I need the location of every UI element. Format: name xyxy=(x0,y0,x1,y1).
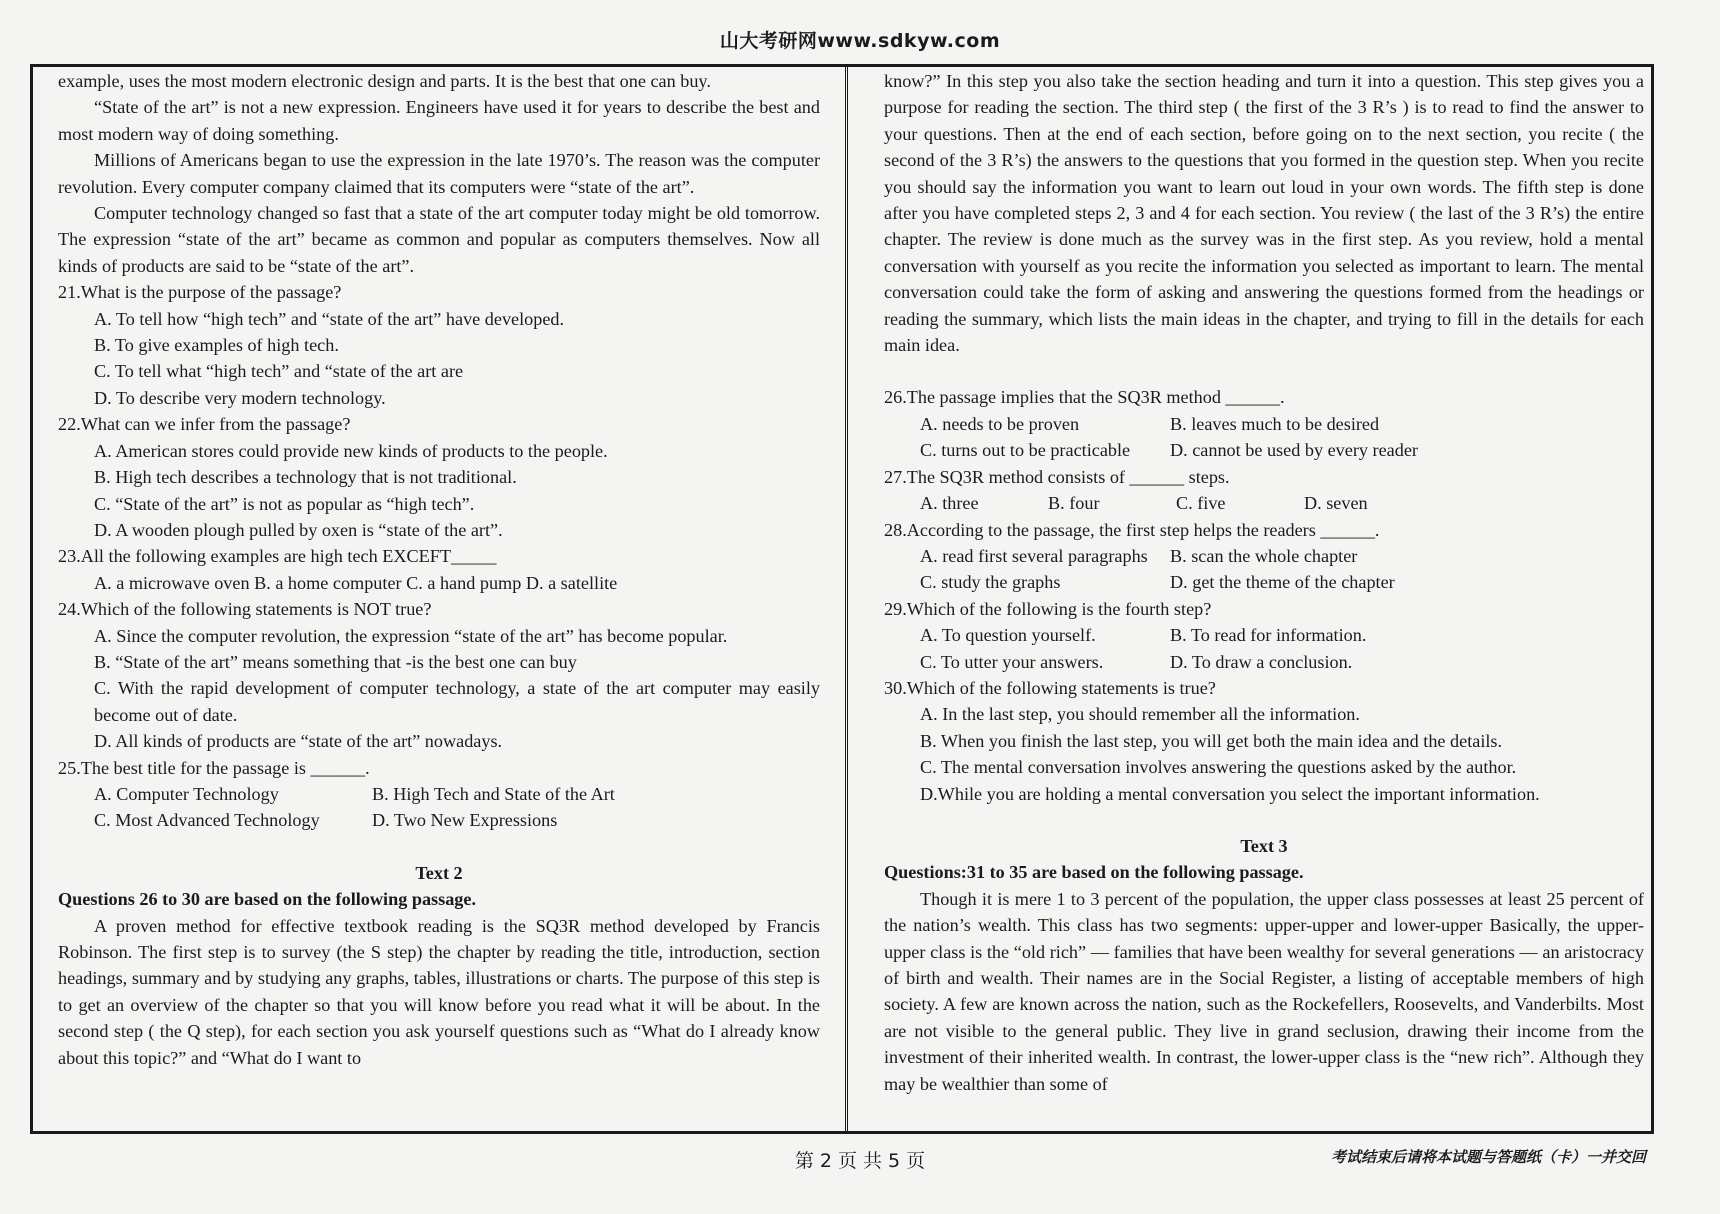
option-row xyxy=(920,569,1644,595)
question-27: 27.The SQ3R method consists of ______ steps. xyxy=(884,466,1230,487)
passage-paragraph: Millions of Americans began to use the expression in the late 1970’s. The reason was the computer revolution. Every computer company claimed that its computers were “state of the art”. xyxy=(58,150,820,197)
option: C. five xyxy=(1176,493,1226,514)
option: D. A wooden plough pulled by oxen is “state of the art”. xyxy=(94,519,503,540)
option: A. To question yourself. xyxy=(920,625,1096,646)
option: B. To read for information. xyxy=(1170,625,1367,646)
section-instruction: Questions:31 to 35 are based on the following passage. xyxy=(884,862,1304,883)
option: A. three xyxy=(920,493,979,514)
option: A. To tell how “high tech” and “state of the art” have developed. xyxy=(94,308,565,329)
option: A. read first several paragraphs xyxy=(920,545,1148,566)
option-row xyxy=(94,807,820,833)
option: A. Computer Technology xyxy=(94,783,279,804)
question-23: 23.All the following examples are high tech EXCEFT_____ xyxy=(58,546,497,567)
passage-paragraph: know?” In this step you also take the section heading and turn it into a question. This step gives you a purpose for reading the section. The third step ( the first of the 3 R’s ) is to read to find the answer to your questions. Then at the end of each section, before going on to the next section, you recite ( the second of the 3 R’s) the answers to the questions that you formed in the question step. When you recite you should say the information you want to learn out loud in your own words. The fifth step is done after you have completed steps 2, 3 and 4 for each section. You review ( the last of the 3 R’s) the entire chapter. The review is done much as the survey was in the first step. As you review, hold a mental conversation with yourself as you recite the information you selected as important to learn. The mental conversation could take the form of asking and answering the questions formed from the headings or reading the summary, which lists the main ideas in the chapter, and trying to fill in the details for each main idea. xyxy=(884,71,1644,356)
option: A. In the last step, you should remember all the information. xyxy=(920,704,1360,725)
passage-paragraph: Computer technology changed so fast that a state of the art computer today might be old tomorrow. The expression “state of the art” became as common and popular as computers themselves. Now all kinds of products are said to be “state of the art”. xyxy=(58,203,820,276)
option: C. Most Advanced Technology xyxy=(94,810,320,831)
option: D.While you are holding a mental conversation you select the important information. xyxy=(920,783,1540,804)
question-21: 21.What is the purpose of the passage? xyxy=(58,282,342,303)
option: D. All kinds of products are “state of the art” nowadays. xyxy=(94,731,503,752)
option: C. To utter your answers. xyxy=(920,651,1104,672)
option: D. To draw a conclusion. xyxy=(1170,651,1353,672)
option-row xyxy=(920,437,1644,463)
option: C. With the rapid development of computer technology, a state of the art computer may easily become out of date. xyxy=(94,678,820,725)
question-24: 24.Which of the following statements is NOT true? xyxy=(58,599,432,620)
option-row xyxy=(920,543,1644,569)
question-30: 30.Which of the following statements is true? xyxy=(884,677,1216,698)
section-title: Text 2 xyxy=(415,862,463,883)
option: B. High Tech and State of the Art xyxy=(372,783,615,804)
passage-paragraph: “State of the art” is not a new expression. Engineers have used it for years to describe the best and most modern way of doing something. xyxy=(58,97,820,144)
option: C. “State of the art” is not as popular as “high tech”. xyxy=(94,493,475,514)
passage-paragraph: example, uses the most modern electronic design and parts. It is the best that one can buy. xyxy=(58,71,711,91)
section-title: Text 3 xyxy=(1240,835,1288,856)
question-26: 26.The passage implies that the SQ3R method ______. xyxy=(884,387,1285,408)
option: B. four xyxy=(1048,493,1100,514)
question-22: 22.What can we infer from the passage? xyxy=(58,414,351,435)
footer-note: 考试结束后请将本试题与答题纸（卡）一并交回 xyxy=(1330,1148,1646,1166)
option: D. seven xyxy=(1304,493,1368,514)
option: B. leaves much to be desired xyxy=(1170,413,1380,434)
option-row xyxy=(920,649,1644,675)
option: B. When you finish the last step, you will get both the main idea and the details. xyxy=(920,730,1503,751)
question-29: 29.Which of the following is the fourth step? xyxy=(884,598,1212,619)
page-number: 第 2 页 共 5 页 xyxy=(794,1150,926,1172)
passage-paragraph: A proven method for effective textbook reading is the SQ3R method developed by Francis Robinson. The first step is to survey (the S step) the chapter by reading the title, introduction, section headings, summary and by studying any graphs, tables, illustrations or charts. The purpose of this step is to get an overview of the chapter so that you will know before you read what it will be about. In the second step ( the Q step), for each section you ask yourself questions such as “What do I already know about this topic?” and “What do I want to xyxy=(58,915,820,1068)
option: C. To tell what “high tech” and “state of the art are xyxy=(94,361,464,382)
option-row xyxy=(920,622,1644,648)
option: D. cannot be used by every reader xyxy=(1170,440,1418,461)
option: B. “State of the art” means something that -is the best one can buy xyxy=(94,651,577,672)
option: A. needs to be proven xyxy=(920,413,1080,434)
passage-paragraph: Though it is mere 1 to 3 percent of the population, the upper class possesses at least 25 percent of the nation’s wealth. This class has two segments: upper-upper and lower-upper Basically, the upper-upper class is the “old rich” — families that have been wealthy for several generations — an aristocracy of birth and wealth. Their names are in the Social Register, a listing of acceptable members of high society. A few are known across the nation, such as the Rockefellers, Roosevelts, and Vanderbilts. Most are not visible to the general public. They live in grand seclusion, drawing their income from the investment of their inherited wealth. In contrast, the lower-upper class is the “new rich”. Although they may be wealthier than some of xyxy=(884,888,1644,1094)
option: D. Two New Expressions xyxy=(372,810,558,831)
option: B. scan the whole chapter xyxy=(1170,545,1358,566)
option-row xyxy=(920,490,1644,516)
option: C. turns out to be practicable xyxy=(920,440,1131,461)
question-25: 25.The best title for the passage is ______. xyxy=(58,757,370,778)
left-column xyxy=(58,68,820,1071)
option: D. get the theme of the chapter xyxy=(1170,572,1395,593)
option: C. The mental conversation involves answering the questions asked by the author. xyxy=(920,757,1517,778)
option: B. To give examples of high tech. xyxy=(94,335,339,356)
option: C. study the graphs xyxy=(920,572,1061,593)
site-header: 山大考研网www.sdkyw.com xyxy=(719,30,1001,52)
option: B. High tech describes a technology that is not traditional. xyxy=(94,467,517,488)
option: A. American stores could provide new kinds of products to the people. xyxy=(94,440,608,461)
right-column xyxy=(884,68,1644,1097)
column-divider xyxy=(845,64,848,1134)
option: A. a microwave oven B. a home computer C. a hand pump D. a satellite xyxy=(94,572,618,593)
option: D. To describe very modern technology. xyxy=(94,387,386,408)
question-28: 28.According to the passage, the first step helps the readers ______. xyxy=(884,519,1380,540)
option-row xyxy=(94,781,820,807)
option: A. Since the computer revolution, the expression “state of the art” has become popular. xyxy=(94,625,728,646)
section-instruction: Questions 26 to 30 are based on the following passage. xyxy=(58,889,477,910)
option-row xyxy=(920,411,1644,437)
